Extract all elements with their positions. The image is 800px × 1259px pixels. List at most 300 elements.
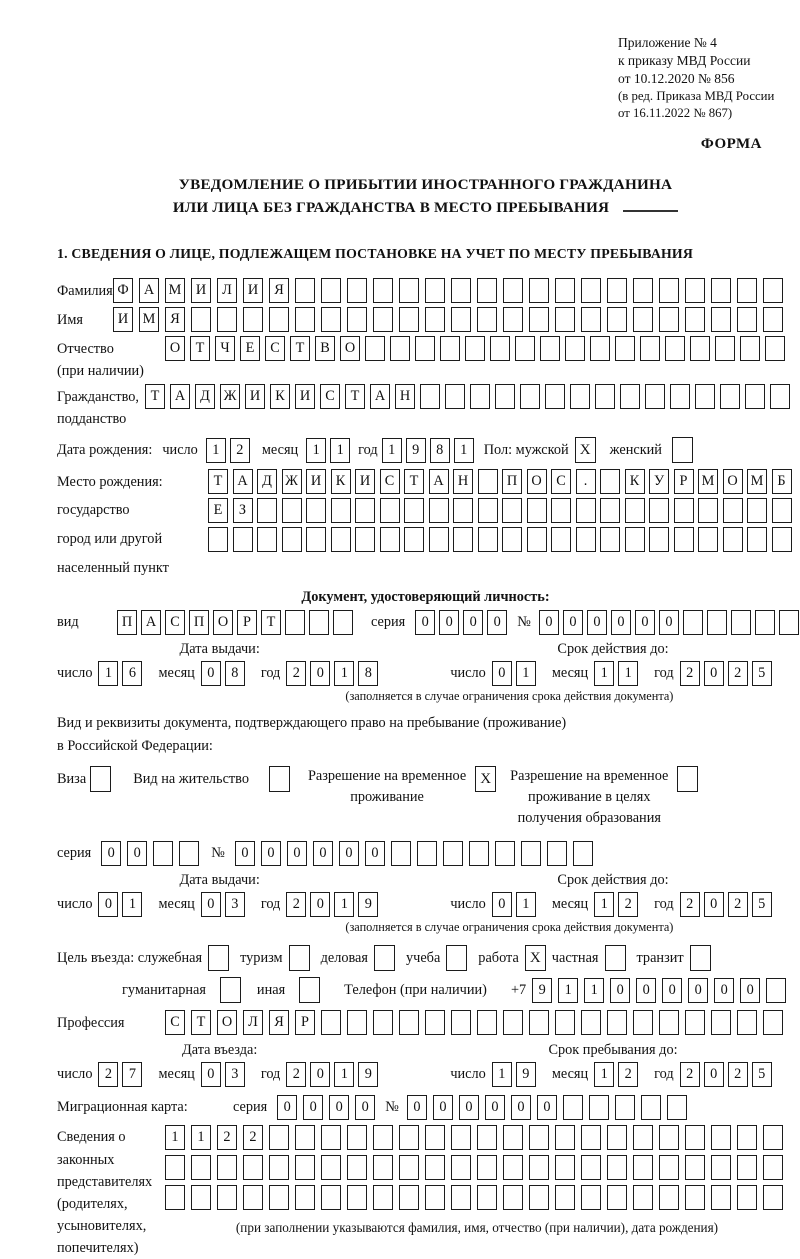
char-box[interactable]: 0 <box>287 841 307 866</box>
char-box[interactable]: И <box>295 384 315 409</box>
char-box[interactable]: 2 <box>98 1062 118 1087</box>
char-box[interactable] <box>425 1010 445 1035</box>
char-box[interactable] <box>545 384 565 409</box>
char-box[interactable]: 0 <box>714 978 734 1003</box>
char-box[interactable] <box>477 1010 497 1035</box>
char-box[interactable] <box>347 1185 367 1210</box>
char-box[interactable]: Б <box>772 469 792 494</box>
char-box[interactable] <box>503 1155 523 1180</box>
char-box[interactable]: Ж <box>220 384 240 409</box>
char-box[interactable] <box>659 1155 679 1180</box>
char-box[interactable]: 1 <box>618 661 638 686</box>
char-box[interactable] <box>763 1185 783 1210</box>
char-box[interactable] <box>607 1125 627 1150</box>
char-box[interactable] <box>295 1155 315 1180</box>
char-box[interactable] <box>404 527 424 552</box>
char-box[interactable]: 0 <box>704 892 724 917</box>
char-box[interactable] <box>503 1010 523 1035</box>
char-box[interactable]: В <box>315 336 335 361</box>
char-box[interactable] <box>581 1185 601 1210</box>
char-box[interactable]: 0 <box>492 892 512 917</box>
char-box[interactable] <box>399 1010 419 1035</box>
char-box[interactable] <box>243 1155 263 1180</box>
char-box[interactable] <box>737 307 757 332</box>
char-box[interactable] <box>390 336 410 361</box>
char-box[interactable] <box>649 498 669 523</box>
char-box[interactable] <box>581 1155 601 1180</box>
char-box[interactable] <box>600 469 620 494</box>
char-box[interactable] <box>191 307 211 332</box>
char-box[interactable]: А <box>233 469 253 494</box>
char-box[interactable] <box>779 610 799 635</box>
char-box[interactable]: 0 <box>415 610 435 635</box>
char-box[interactable]: Я <box>269 278 289 303</box>
char-box[interactable] <box>633 1185 653 1210</box>
char-box[interactable] <box>737 278 757 303</box>
char-box[interactable] <box>589 1095 609 1120</box>
char-box[interactable]: Т <box>261 610 281 635</box>
char-box[interactable]: А <box>170 384 190 409</box>
temp-permit-checkbox[interactable]: X <box>475 766 496 792</box>
char-box[interactable]: 0 <box>439 610 459 635</box>
char-box[interactable]: 0 <box>463 610 483 635</box>
char-box[interactable]: 2 <box>286 1062 306 1087</box>
char-box[interactable] <box>208 527 228 552</box>
char-box[interactable] <box>576 498 596 523</box>
purpose-business-checkbox[interactable] <box>374 945 395 971</box>
char-box[interactable]: 0 <box>433 1095 453 1120</box>
char-box[interactable] <box>425 278 445 303</box>
char-box[interactable] <box>590 336 610 361</box>
char-box[interactable]: 0 <box>261 841 281 866</box>
char-box[interactable] <box>451 307 471 332</box>
char-box[interactable] <box>399 1125 419 1150</box>
char-box[interactable]: Ф <box>113 278 133 303</box>
char-box[interactable]: 0 <box>235 841 255 866</box>
char-box[interactable]: А <box>139 278 159 303</box>
char-box[interactable] <box>772 527 792 552</box>
char-box[interactable]: 2 <box>243 1125 263 1150</box>
char-box[interactable] <box>600 498 620 523</box>
char-box[interactable] <box>451 1010 471 1035</box>
char-box[interactable] <box>321 1155 341 1180</box>
char-box[interactable] <box>521 841 541 866</box>
char-box[interactable] <box>555 307 575 332</box>
char-box[interactable]: 0 <box>277 1095 297 1120</box>
char-box[interactable]: Д <box>195 384 215 409</box>
char-box[interactable] <box>547 841 567 866</box>
char-box[interactable] <box>707 610 727 635</box>
char-box[interactable] <box>453 527 473 552</box>
char-box[interactable] <box>607 1010 627 1035</box>
char-box[interactable]: Т <box>190 336 210 361</box>
char-box[interactable] <box>309 610 329 635</box>
char-box[interactable] <box>563 1095 583 1120</box>
char-box[interactable]: 1 <box>382 438 402 463</box>
char-box[interactable]: 1 <box>492 1062 512 1087</box>
char-box[interactable] <box>529 1155 549 1180</box>
char-box[interactable] <box>685 1155 705 1180</box>
char-box[interactable] <box>495 384 515 409</box>
char-box[interactable] <box>715 336 735 361</box>
char-box[interactable]: 0 <box>537 1095 557 1120</box>
char-box[interactable]: С <box>551 469 571 494</box>
char-box[interactable] <box>165 1155 185 1180</box>
char-box[interactable] <box>633 1010 653 1035</box>
char-box[interactable]: 1 <box>594 892 614 917</box>
char-box[interactable]: 0 <box>310 892 330 917</box>
char-box[interactable] <box>690 336 710 361</box>
char-box[interactable]: 8 <box>430 438 450 463</box>
char-box[interactable]: К <box>625 469 645 494</box>
char-box[interactable] <box>570 384 590 409</box>
char-box[interactable] <box>737 1155 757 1180</box>
char-box[interactable]: Р <box>674 469 694 494</box>
char-box[interactable]: 1 <box>191 1125 211 1150</box>
char-box[interactable]: И <box>306 469 326 494</box>
char-box[interactable] <box>683 610 703 635</box>
char-box[interactable]: 5 <box>752 1062 772 1087</box>
char-box[interactable]: М <box>698 469 718 494</box>
char-box[interactable] <box>477 1155 497 1180</box>
char-box[interactable] <box>711 1185 731 1210</box>
char-box[interactable] <box>477 1125 497 1150</box>
char-box[interactable]: 8 <box>225 661 245 686</box>
char-box[interactable] <box>659 1185 679 1210</box>
char-box[interactable]: Н <box>395 384 415 409</box>
char-box[interactable] <box>321 1185 341 1210</box>
char-box[interactable]: 1 <box>306 438 326 463</box>
char-box[interactable] <box>502 527 522 552</box>
char-box[interactable] <box>625 498 645 523</box>
char-box[interactable]: 0 <box>704 661 724 686</box>
char-box[interactable] <box>373 278 393 303</box>
char-box[interactable] <box>257 527 277 552</box>
char-box[interactable]: 1 <box>516 892 536 917</box>
char-box[interactable] <box>737 1010 757 1035</box>
char-box[interactable]: М <box>747 469 767 494</box>
char-box[interactable] <box>520 384 540 409</box>
char-box[interactable] <box>600 527 620 552</box>
char-box[interactable]: 0 <box>329 1095 349 1120</box>
visa-checkbox[interactable] <box>90 766 111 792</box>
char-box[interactable] <box>529 1185 549 1210</box>
char-box[interactable]: 2 <box>728 892 748 917</box>
char-box[interactable] <box>282 498 302 523</box>
char-box[interactable]: 3 <box>225 892 245 917</box>
char-box[interactable]: 0 <box>740 978 760 1003</box>
char-box[interactable] <box>529 1125 549 1150</box>
char-box[interactable]: 1 <box>98 661 118 686</box>
char-box[interactable] <box>576 527 596 552</box>
char-box[interactable]: 1 <box>206 438 226 463</box>
char-box[interactable]: И <box>113 307 133 332</box>
char-box[interactable]: М <box>139 307 159 332</box>
char-box[interactable] <box>555 1185 575 1210</box>
char-box[interactable]: 2 <box>217 1125 237 1150</box>
char-box[interactable]: 1 <box>594 661 614 686</box>
char-box[interactable]: Л <box>243 1010 263 1035</box>
residence-permit-checkbox[interactable] <box>269 766 290 792</box>
char-box[interactable]: . <box>576 469 596 494</box>
char-box[interactable] <box>331 498 351 523</box>
sex-male-checkbox[interactable]: X <box>575 437 596 463</box>
char-box[interactable]: 2 <box>680 892 700 917</box>
char-box[interactable]: Ч <box>215 336 235 361</box>
char-box[interactable] <box>698 527 718 552</box>
char-box[interactable] <box>321 307 341 332</box>
char-box[interactable]: С <box>320 384 340 409</box>
char-box[interactable]: И <box>191 278 211 303</box>
char-box[interactable] <box>685 278 705 303</box>
char-box[interactable] <box>529 1010 549 1035</box>
char-box[interactable] <box>282 527 302 552</box>
char-box[interactable]: 2 <box>618 1062 638 1087</box>
char-box[interactable]: 2 <box>680 661 700 686</box>
edu-permit-checkbox[interactable] <box>677 766 698 792</box>
char-box[interactable]: Т <box>404 469 424 494</box>
char-box[interactable]: Е <box>208 498 228 523</box>
char-box[interactable] <box>399 1155 419 1180</box>
char-box[interactable] <box>451 1125 471 1150</box>
char-box[interactable]: 1 <box>516 661 536 686</box>
char-box[interactable] <box>478 527 498 552</box>
char-box[interactable] <box>451 1185 471 1210</box>
char-box[interactable] <box>153 841 173 866</box>
char-box[interactable]: 1 <box>122 892 142 917</box>
char-box[interactable] <box>711 1155 731 1180</box>
char-box[interactable]: 9 <box>516 1062 536 1087</box>
char-box[interactable]: Я <box>165 307 185 332</box>
char-box[interactable] <box>711 307 731 332</box>
char-box[interactable]: 0 <box>201 1062 221 1087</box>
char-box[interactable]: Е <box>240 336 260 361</box>
char-box[interactable]: Т <box>191 1010 211 1035</box>
char-box[interactable] <box>665 336 685 361</box>
char-box[interactable] <box>674 527 694 552</box>
char-box[interactable]: 7 <box>122 1062 142 1087</box>
char-box[interactable]: 0 <box>511 1095 531 1120</box>
char-box[interactable]: Д <box>257 469 277 494</box>
char-box[interactable] <box>347 1010 367 1035</box>
char-box[interactable] <box>269 1125 289 1150</box>
char-box[interactable] <box>659 1010 679 1035</box>
char-box[interactable] <box>347 1155 367 1180</box>
char-box[interactable] <box>685 1185 705 1210</box>
char-box[interactable]: У <box>649 469 669 494</box>
char-box[interactable]: 0 <box>636 978 656 1003</box>
char-box[interactable] <box>365 336 385 361</box>
char-box[interactable] <box>503 307 523 332</box>
char-box[interactable]: 0 <box>485 1095 505 1120</box>
char-box[interactable] <box>503 1185 523 1210</box>
char-box[interactable] <box>711 1125 731 1150</box>
char-box[interactable]: И <box>245 384 265 409</box>
char-box[interactable] <box>747 527 767 552</box>
char-box[interactable] <box>772 498 792 523</box>
char-box[interactable] <box>425 1155 445 1180</box>
char-box[interactable]: 8 <box>358 661 378 686</box>
char-box[interactable] <box>641 1095 661 1120</box>
char-box[interactable] <box>607 1155 627 1180</box>
char-box[interactable] <box>179 841 199 866</box>
char-box[interactable]: С <box>265 336 285 361</box>
char-box[interactable] <box>321 1010 341 1035</box>
char-box[interactable]: А <box>429 469 449 494</box>
char-box[interactable]: 2 <box>286 661 306 686</box>
char-box[interactable]: 9 <box>358 892 378 917</box>
char-box[interactable] <box>321 1125 341 1150</box>
char-box[interactable]: 1 <box>594 1062 614 1087</box>
char-box[interactable] <box>770 384 790 409</box>
char-box[interactable] <box>755 610 775 635</box>
char-box[interactable]: О <box>723 469 743 494</box>
char-box[interactable] <box>515 336 535 361</box>
char-box[interactable] <box>633 1155 653 1180</box>
char-box[interactable] <box>373 1010 393 1035</box>
char-box[interactable] <box>625 527 645 552</box>
char-box[interactable]: А <box>370 384 390 409</box>
char-box[interactable] <box>765 336 785 361</box>
char-box[interactable]: 0 <box>611 610 631 635</box>
char-box[interactable]: Р <box>295 1010 315 1035</box>
char-box[interactable]: С <box>165 1010 185 1035</box>
purpose-humanitarian-checkbox[interactable] <box>220 977 241 1003</box>
char-box[interactable]: И <box>243 278 263 303</box>
char-box[interactable]: С <box>165 610 185 635</box>
char-box[interactable]: 1 <box>558 978 578 1003</box>
char-box[interactable] <box>373 1125 393 1150</box>
char-box[interactable] <box>445 384 465 409</box>
char-box[interactable] <box>674 498 694 523</box>
char-box[interactable] <box>306 498 326 523</box>
char-box[interactable]: О <box>165 336 185 361</box>
char-box[interactable] <box>440 336 460 361</box>
char-box[interactable] <box>695 384 715 409</box>
char-box[interactable] <box>659 1125 679 1150</box>
char-box[interactable]: С <box>380 469 400 494</box>
char-box[interactable]: 0 <box>313 841 333 866</box>
char-box[interactable]: 1 <box>454 438 474 463</box>
char-box[interactable] <box>555 278 575 303</box>
char-box[interactable]: 0 <box>303 1095 323 1120</box>
char-box[interactable]: 0 <box>487 610 507 635</box>
char-box[interactable] <box>451 1155 471 1180</box>
char-box[interactable] <box>737 1185 757 1210</box>
char-box[interactable] <box>295 1185 315 1210</box>
char-box[interactable] <box>607 1185 627 1210</box>
char-box[interactable]: 0 <box>539 610 559 635</box>
purpose-study-checkbox[interactable] <box>446 945 467 971</box>
char-box[interactable]: 0 <box>365 841 385 866</box>
char-box[interactable] <box>478 498 498 523</box>
char-box[interactable] <box>555 1010 575 1035</box>
char-box[interactable] <box>685 1010 705 1035</box>
char-box[interactable] <box>723 527 743 552</box>
char-box[interactable]: 0 <box>98 892 118 917</box>
char-box[interactable] <box>731 610 751 635</box>
char-box[interactable] <box>373 1155 393 1180</box>
char-box[interactable] <box>527 527 547 552</box>
char-box[interactable] <box>295 278 315 303</box>
char-box[interactable] <box>191 1155 211 1180</box>
char-box[interactable] <box>745 384 765 409</box>
char-box[interactable] <box>640 336 660 361</box>
char-box[interactable] <box>595 384 615 409</box>
char-box[interactable] <box>429 498 449 523</box>
char-box[interactable] <box>527 498 547 523</box>
char-box[interactable] <box>607 278 627 303</box>
char-box[interactable] <box>470 384 490 409</box>
char-box[interactable] <box>723 498 743 523</box>
char-box[interactable] <box>503 1125 523 1150</box>
char-box[interactable]: 2 <box>728 1062 748 1087</box>
char-box[interactable] <box>399 1185 419 1210</box>
char-box[interactable]: 0 <box>407 1095 427 1120</box>
char-box[interactable]: 1 <box>334 661 354 686</box>
char-box[interactable]: О <box>217 1010 237 1035</box>
char-box[interactable] <box>711 1010 731 1035</box>
char-box[interactable] <box>529 307 549 332</box>
char-box[interactable] <box>620 384 640 409</box>
char-box[interactable]: Р <box>237 610 257 635</box>
char-box[interactable] <box>469 841 489 866</box>
char-box[interactable] <box>573 841 593 866</box>
char-box[interactable] <box>747 498 767 523</box>
char-box[interactable]: Т <box>208 469 228 494</box>
char-box[interactable] <box>763 1155 783 1180</box>
char-box[interactable] <box>477 1185 497 1210</box>
char-box[interactable] <box>331 527 351 552</box>
char-box[interactable]: 0 <box>587 610 607 635</box>
char-box[interactable]: 2 <box>728 661 748 686</box>
char-box[interactable] <box>257 498 277 523</box>
char-box[interactable] <box>645 384 665 409</box>
char-box[interactable]: П <box>502 469 522 494</box>
char-box[interactable] <box>191 1185 211 1210</box>
char-box[interactable] <box>217 307 237 332</box>
char-box[interactable]: Я <box>269 1010 289 1035</box>
char-box[interactable] <box>581 1125 601 1150</box>
char-box[interactable] <box>399 278 419 303</box>
char-box[interactable] <box>763 1010 783 1035</box>
char-box[interactable] <box>555 1125 575 1150</box>
char-box[interactable]: 5 <box>752 661 772 686</box>
char-box[interactable]: Л <box>217 278 237 303</box>
char-box[interactable] <box>465 336 485 361</box>
char-box[interactable] <box>763 307 783 332</box>
char-box[interactable]: 0 <box>355 1095 375 1120</box>
char-box[interactable]: Н <box>453 469 473 494</box>
char-box[interactable]: 2 <box>618 892 638 917</box>
sex-female-checkbox[interactable] <box>672 437 693 463</box>
char-box[interactable]: 0 <box>688 978 708 1003</box>
char-box[interactable] <box>607 307 627 332</box>
char-box[interactable] <box>453 498 473 523</box>
char-box[interactable]: 1 <box>334 1062 354 1087</box>
char-box[interactable] <box>269 307 289 332</box>
purpose-other-checkbox[interactable] <box>299 977 320 1003</box>
char-box[interactable] <box>443 841 463 866</box>
char-box[interactable] <box>503 278 523 303</box>
char-box[interactable] <box>659 307 679 332</box>
char-box[interactable] <box>306 527 326 552</box>
char-box[interactable]: 0 <box>635 610 655 635</box>
char-box[interactable] <box>420 384 440 409</box>
char-box[interactable] <box>720 384 740 409</box>
char-box[interactable]: 0 <box>310 1062 330 1087</box>
char-box[interactable] <box>502 498 522 523</box>
